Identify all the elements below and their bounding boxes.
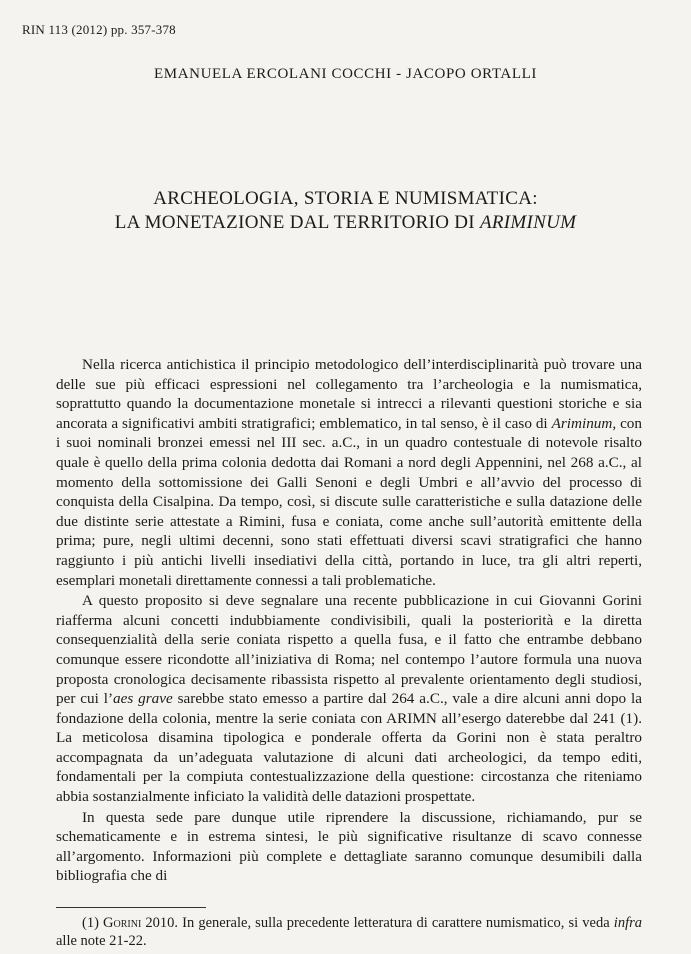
paragraph-2-text-b: sarebbe stato emesso a partire dal 264 a.C., vale a dire alcuni anni dopo la fondazione della colonia, mentre la serie coniata con ARIMN all’esergo daterebbe dal 241 ( [56,690,642,727]
journal-reference: RIN 113 (2012) pp. 357-378 [22,22,176,37]
article-body [56,355,642,886]
title-line-2 [0,211,691,235]
footnote-text-b: alle note 21-22. [56,933,147,949]
paragraph-1 [56,355,642,590]
paragraph-2-italic: aes grave [113,690,173,708]
paragraph-1-italic: Ariminum [551,414,613,432]
footnote-number: (1) [82,915,99,931]
authors-line: EMANUELA ERCOLANI COCCHI - JACOPO ORTALLI [154,66,537,82]
article-title [0,187,691,235]
footnote-italic: infra [613,915,642,931]
footnote-separator [56,907,206,908]
paragraph-2 [56,591,642,807]
paragraph-1-text-b: , con i suoi nominali bronzei emessi nel III sec. a.C., in un quadro contestuale di notevole risalto quale è quello della prima colonia dedotta dai Romani a nord degli Appennini, nel 268 a.C., al momento della sottomissione dei Galli Senoni e degli Umbri e all’avvio del processo di conquista della Cisalpina. Da tempo, così, si discute sulle caratteristiche e sulla datazione delle due distinte serie attestate a Rimini, fusa e coniata, come anche sull’autorità emittente della prima; pure, negli ultimi decenni, sono stati effettuati diversi scavi stratigrafici che hanno raggiunto i più antichi livelli insediativi della città, portando in luce, tra gli altri reperti, esemplari monetali direttamente connessi a tali problematiche. [56,414,642,589]
title-line-2-text: LA MONETAZIONE DAL TERRITORIO DI [114,212,480,233]
footnote-author: Gorini [103,915,142,931]
title-italic-ariminum: ARIMINUM [479,212,577,233]
footnote-reference[interactable]: 1 [625,709,634,727]
footnote-1 [56,914,642,950]
title-line-1: ARCHEOLOGIA, STORIA E NUMISMATICA: [153,188,538,209]
paragraph-2-text-a: A questo proposito si deve segnalare una recente pubblicazione in cui Giovanni Gorini riafferma alcuni concetti indubbiamente condivisibili, quali la posteriorità e la diretta consequenzialità della serie coniata rispetto a quella fusa, e il fatto che entrambe debbano comunque essere ricondotte all’iniziativa di Roma; nel contempo l’autore formula una nuova proposta cronologica decisamente ribassista rispetto al prevalente orientamento degli studiosi, per cui l’ [56,592,642,708]
footnote-text-a: 2010. In generale, sulla precedente letteratura di carattere numismatico, si veda [141,915,614,931]
paragraph-3: In questa sede pare dunque utile riprendere la discussione, richiamando, pur se schematicamente e in estrema sintesi, le più significative risultanze di scavo connesse all’argomento. Informazioni più complete e dettagliate saranno comunque desumibili dalla bibliografia che di [56,808,642,885]
paragraph-1-text-a: Nella ricerca antichistica il principio metodologico dell’interdisciplinarità può trovare una delle sue più efficaci espressioni nel collegamento tra l’archeologia e la numismatica, soprattutto quando la documentazione monetale si intrecci a rilevanti questioni storiche e sia ancorata a significativi ambiti stratigrafici; emblematico, in tal senso, è il caso di [56,356,642,432]
paragraph-2-text-c: ). La meticolosa disamina tipologica e ponderale offerta da Gorini non è stata peraltro accompagnata da un’adeguata valutazione di alcuni dati archeologici, da tempo editi, fondamentali per la compiuta contestualizzazione della questione: circostanza che riteniamo abbia sostanzialmente inficiato la validità delle datazioni prospettate. [56,709,642,806]
